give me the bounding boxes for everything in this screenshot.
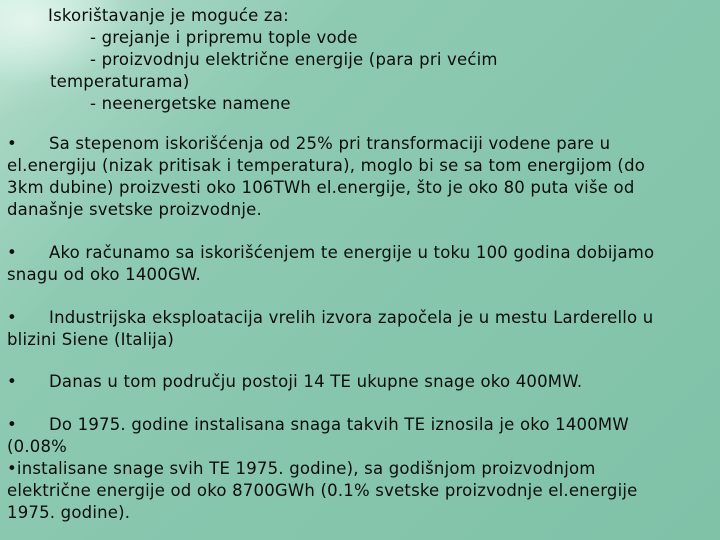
intro-item-heating: - grejanje i pripremu tople vode <box>90 28 358 47</box>
paragraph-line: električne energije od oko 8700GWh (0.1% svetske proizvodnje el.energije <box>7 481 638 500</box>
intro-heading: Iskorištavanje je moguće za: <box>48 6 289 25</box>
paragraph-line <box>7 242 713 264</box>
intro-item-non-energy: - neenergetske namene <box>90 94 291 113</box>
bullet-icon: • <box>7 372 17 391</box>
paragraph-line <box>7 307 713 329</box>
bullet-icon: • <box>7 134 17 153</box>
paragraph-today <box>7 371 713 393</box>
paragraph-larderello <box>7 307 713 351</box>
paragraph-line <box>7 371 713 393</box>
paragraph-line: •instalisane snage svih TE 1975. godine), sa godišnjom proizvodnjom <box>7 459 596 478</box>
intro-item-electricity-continued: temperaturama) <box>50 72 190 91</box>
intro-block <box>48 5 498 115</box>
paragraph-line <box>7 414 713 436</box>
bullet-icon: • <box>7 243 17 262</box>
paragraph-line <box>7 133 713 155</box>
paragraph-1975 <box>7 414 713 524</box>
paragraph-power <box>7 242 713 286</box>
paragraph-line: 3km dubine) proizvesti oko 106TWh el.energije, što je oko 80 puta više od <box>7 178 635 197</box>
paragraph-text: Do 1975. godine instalisana snaga takvih TE iznosila je oko 1400MW <box>49 415 629 434</box>
paragraph-line: blizini Siene (Italija) <box>7 330 175 349</box>
bullet-icon: • <box>7 415 17 434</box>
paragraph-line: el.energiju (nizak pritisak i temperatura), moglo bi se sa tom energijom (do <box>7 156 646 175</box>
paragraph-text: Danas u tom području postoji 14 TE ukupne snage oko 400MW. <box>49 372 583 391</box>
paragraph-line: 1975. godine). <box>7 503 131 522</box>
paragraph-line: (0.08% <box>7 437 68 456</box>
paragraph-text: Ako računamo sa iskorišćenjem te energije u toku 100 godina dobijamo <box>49 243 655 262</box>
paragraph-line: današnje svetske proizvodnje. <box>7 200 262 219</box>
bullet-icon: • <box>7 308 17 327</box>
paragraph-efficiency <box>7 133 713 221</box>
paragraph-line: snagu od oko 1400GW. <box>7 265 201 284</box>
paragraph-text: Industrijska eksploatacija vrelih izvora započela je u mestu Larderello u <box>49 308 654 327</box>
intro-item-electricity: - proizvodnju električne energije (para pri većim <box>90 50 498 69</box>
paragraph-text: Sa stepenom iskorišćenja od 25% pri transformaciji vodene pare u <box>49 134 611 153</box>
